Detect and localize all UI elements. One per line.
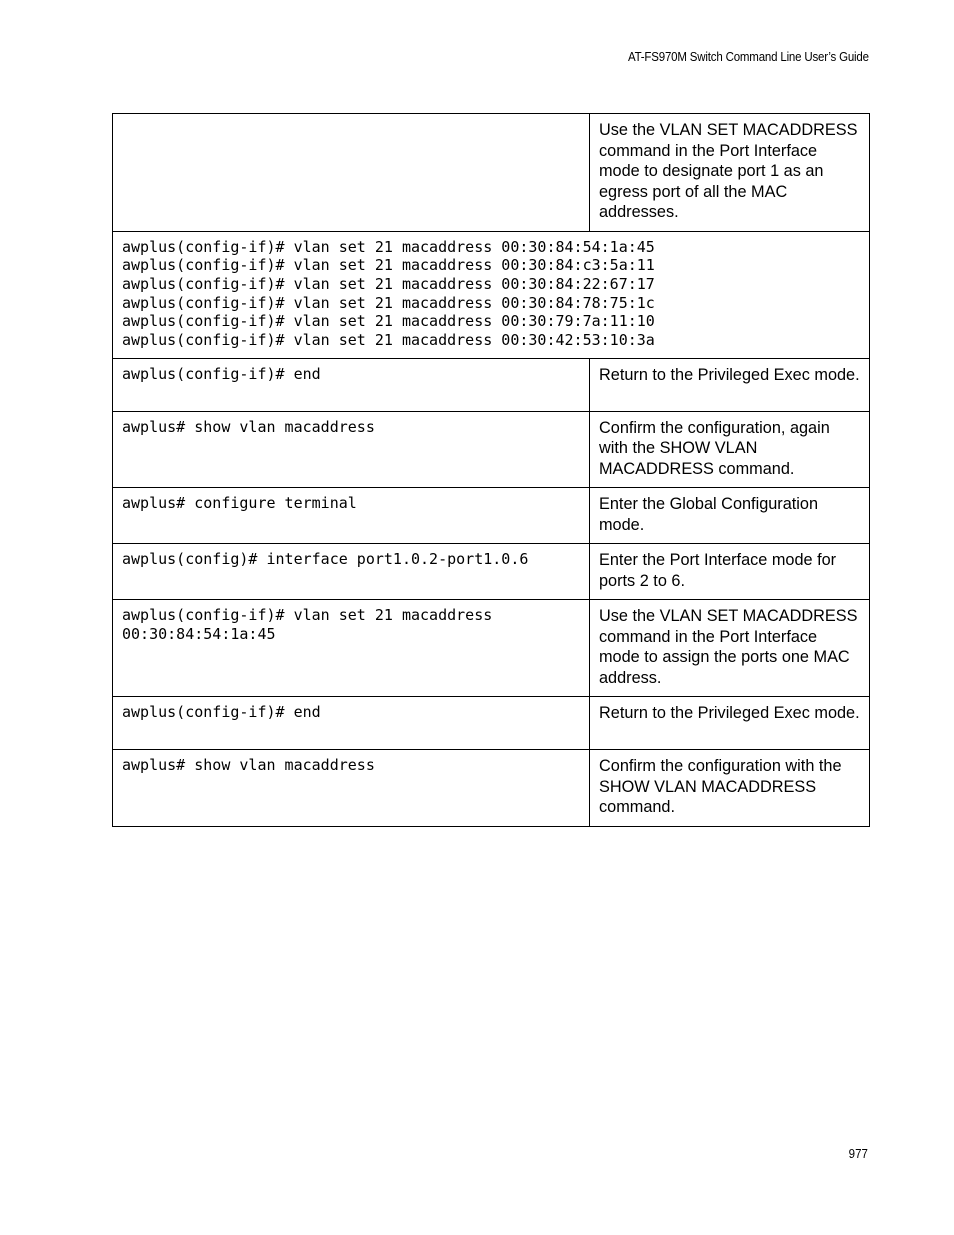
description-cell: Use the VLAN SET MACADDRESS command in the Port Interface mode to assign the ports one MAC address. bbox=[590, 600, 870, 697]
command-cell: awplus(config-if)# end bbox=[113, 697, 590, 750]
table-row bbox=[113, 697, 870, 750]
command-cell: awplus(config-if)# end bbox=[113, 358, 590, 411]
table-row bbox=[113, 488, 870, 544]
command-cell: awplus# show vlan macaddress bbox=[113, 411, 590, 488]
command-cell: awplus# show vlan macaddress bbox=[113, 750, 590, 827]
command-line: awplus(config-if)# vlan set 21 macaddress 00:30:84:22:67:17 bbox=[122, 274, 655, 293]
table-row bbox=[113, 750, 870, 827]
description-cell: Return to the Privileged Exec mode. bbox=[590, 697, 870, 750]
command-cell: awplus# configure terminal bbox=[113, 488, 590, 544]
table-row bbox=[113, 114, 870, 232]
command-cell: awplus(config-if)# vlan set 21 macaddress 00:30:84:54:1a:45 bbox=[113, 600, 590, 697]
command-table bbox=[112, 113, 870, 827]
command-line: awplus(config-if)# vlan set 21 macaddress 00:30:84:54:1a:45 bbox=[122, 237, 655, 256]
running-header: AT-FS970M Switch Command Line User’s Guide bbox=[628, 50, 869, 64]
description-cell: Enter the Global Configuration mode. bbox=[590, 488, 870, 544]
command-line: awplus(config-if)# vlan set 21 macaddress 00:30:42:53:10:3a bbox=[122, 331, 655, 350]
description-cell: Enter the Port Interface mode for ports 2 to 6. bbox=[590, 544, 870, 600]
command-line: awplus(config-if)# vlan set 21 macaddress 00:30:84:78:75:1c bbox=[122, 293, 655, 312]
command-line: awplus(config-if)# vlan set 21 macaddress 00:30:84:c3:5a:11 bbox=[122, 256, 655, 275]
description-cell: Use the VLAN SET MACADDRESS command in the Port Interface mode to designate port 1 as an egress port of all the MAC addresses. bbox=[590, 114, 870, 232]
table-row bbox=[113, 358, 870, 411]
command-cell: awplus(config)# interface port1.0.2-port1.0.6 bbox=[113, 544, 590, 600]
command-block-cell bbox=[113, 231, 870, 358]
page-number: 977 bbox=[848, 1147, 868, 1161]
command-cell bbox=[113, 114, 590, 232]
table-row bbox=[113, 600, 870, 697]
description-cell: Confirm the configuration with the SHOW VLAN MACADDRESS command. bbox=[590, 750, 870, 827]
table-row bbox=[113, 411, 870, 488]
description-cell: Confirm the configuration, again with the SHOW VLAN MACADDRESS command. bbox=[590, 411, 870, 488]
description-cell: Return to the Privileged Exec mode. bbox=[590, 358, 870, 411]
table-row bbox=[113, 544, 870, 600]
command-line: awplus(config-if)# vlan set 21 macaddress 00:30:79:7a:11:10 bbox=[122, 312, 655, 331]
table-row bbox=[113, 231, 870, 358]
